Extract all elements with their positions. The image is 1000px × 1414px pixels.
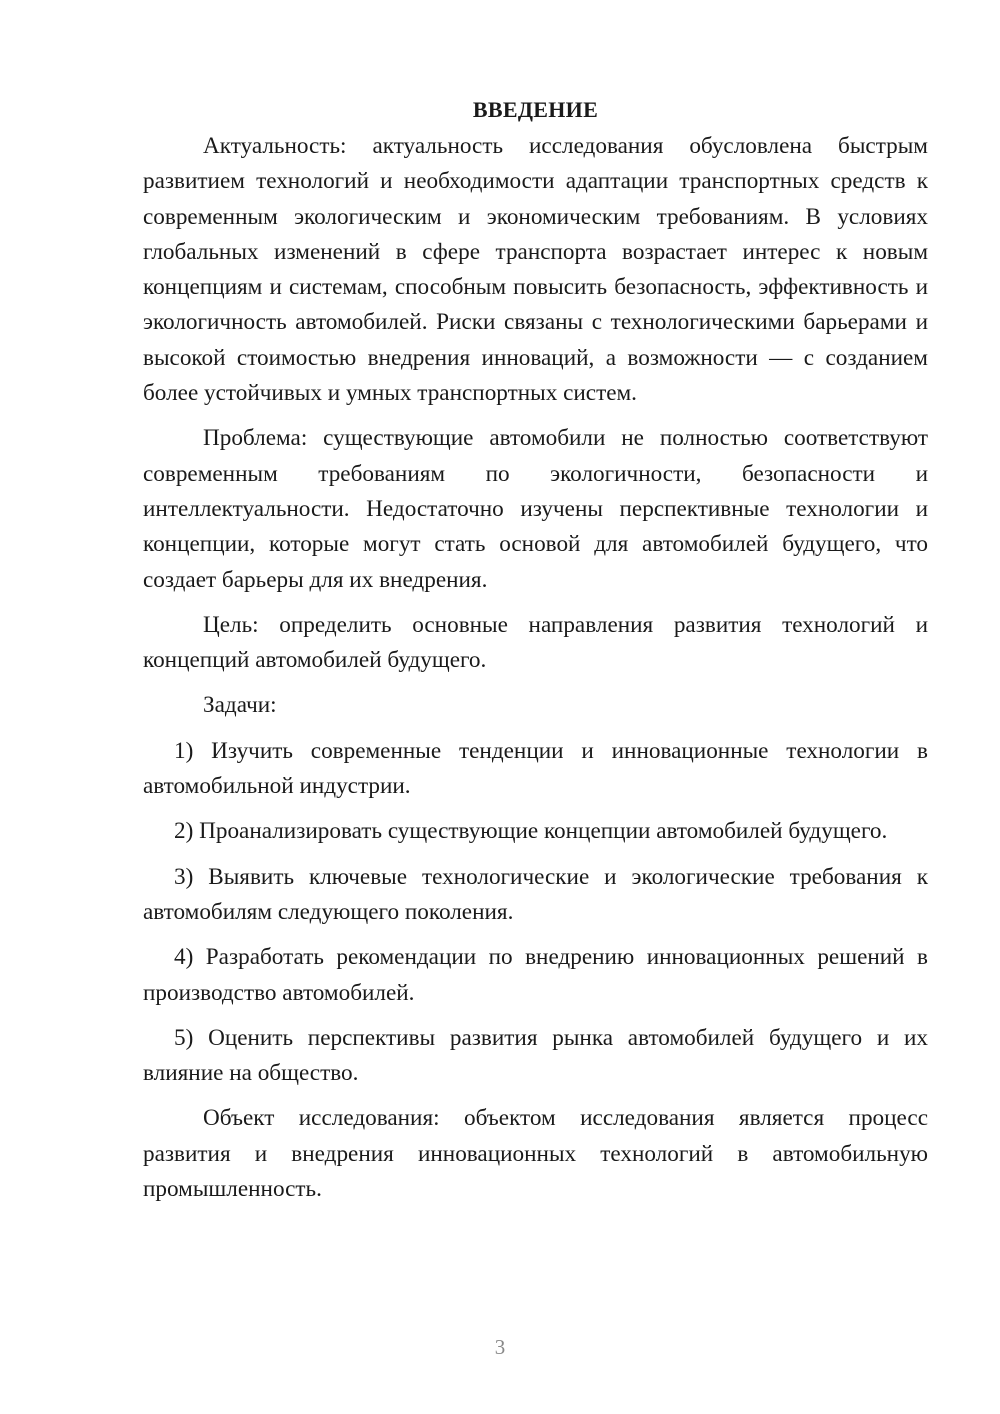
task-item-4: 4) Разработать рекомендации по внедрению инновационных решений в производство автомобилей. bbox=[143, 944, 928, 1006]
document-page bbox=[143, 95, 928, 1217]
section-heading: ВВЕДЕНИЕ bbox=[472, 97, 599, 122]
tasks-heading: Задачи: bbox=[203, 692, 277, 719]
task-item-2: 2) Проанализировать существующие концепции автомобилей будущего. bbox=[174, 818, 888, 845]
task-item-5: 5) Оценить перспективы развития рынка автомобилей будущего и их влияние на общество. bbox=[143, 1024, 928, 1087]
relevance-paragraph: Актуальность: актуальность исследования обусловлена быстрым развитием технологий и необходимости адаптации транспортных средств к современным экологическим и экономическим требованиям. В условиях глобальных изменений в сфере транспорта возрастает интерес к новым концепциям и системам, способным повысить безопасность, эффективность и экологичность автомобилей. Риски связаны с технологическими барьерами и высокой стоимостью внедрения инноваций, а возможности — с созданием более устойчивых и умных транспортных систем. bbox=[143, 133, 928, 407]
research-object-paragraph: Объект исследования: объектом исследования является процесс развития и внедрения инновационных технологий в автомобильную промышленность. bbox=[143, 1105, 928, 1203]
task-item-3: 3) Выявить ключевые технологические и экологические требования к автомобилям следующего поколения. bbox=[143, 863, 928, 925]
task-item-1: 1) Изучить современные тенденции и инновационные технологии в автомобильной индустрии. bbox=[143, 737, 928, 800]
goal-paragraph: Цель: определить основные направления развития технологий и концепций автомобилей будущего. bbox=[143, 611, 928, 674]
page-number: 3 bbox=[494, 1335, 506, 1359]
problem-paragraph: Проблема: существующие автомобили не полностью соответствуют современным требованиям по экологичности, безопасности и интеллектуальности. Недостаточно изучены перспективные технологии и концепции, которые могут стать основой для автомобилей будущего, что создает барьеры для их внедрения. bbox=[143, 425, 928, 593]
